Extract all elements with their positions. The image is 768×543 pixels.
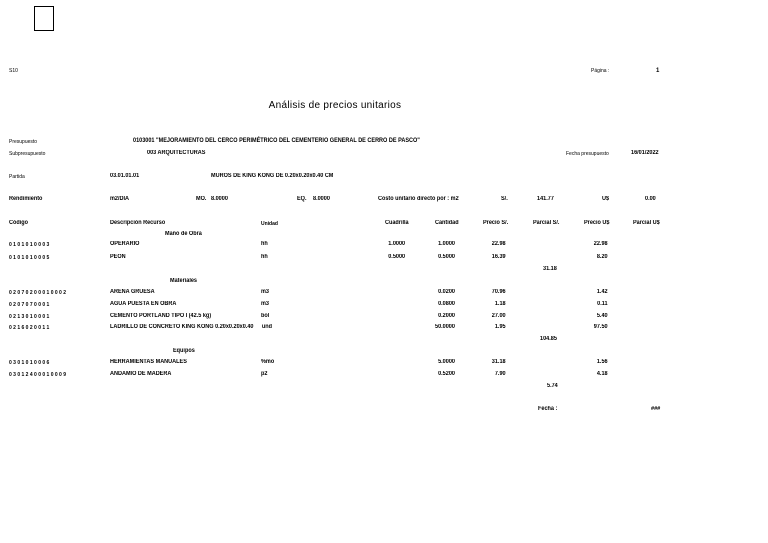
row-description: AGUA PUESTA EN OBRA <box>110 301 177 307</box>
mo-label: MO. <box>196 196 207 202</box>
row-parcial: 22.98 <box>593 241 608 247</box>
row-precio: 16.39 <box>491 254 506 260</box>
row-description: ANDAMIO DE MADERA <box>110 371 172 377</box>
section-total: 104.85 <box>540 336 557 342</box>
row-cuadrilla: 0.5000 <box>388 254 406 260</box>
row-parcial: 5.40 <box>596 313 608 319</box>
costo-label: Costo unitario directo por : m2 <box>378 196 459 202</box>
row-precio: 27.00 <box>491 313 506 319</box>
footer-fecha-value: ### <box>651 406 661 412</box>
row-description: CEMENTO PORTLAND TIPO I (42.5 kg) <box>110 313 212 319</box>
footer-fecha-label: Fecha : <box>538 406 558 412</box>
row-unit: bol <box>261 313 270 319</box>
row-cantidad: 0.2000 <box>438 313 455 319</box>
rendimiento-unit: m2/DIA <box>110 196 130 202</box>
row-cantidad: 0.0200 <box>438 289 455 295</box>
row-code: 0 1 0 1 0 1 0 0 0 5 <box>9 255 50 261</box>
row-precio: 70.96 <box>491 289 506 295</box>
row-cantidad: 50.0000 <box>434 324 455 330</box>
page-title: Análisis de precios unitarios <box>268 100 402 111</box>
section-total: 5.74 <box>547 383 558 389</box>
row-parcial: 8.20 <box>596 254 608 260</box>
row-cantidad: 0.0800 <box>438 301 455 307</box>
row-unit: hh <box>261 241 268 247</box>
row-parcial: 97.50 <box>593 324 608 330</box>
costo-soles: 141.77 <box>537 196 554 202</box>
row-code: 0 2 0 7 0 7 0 0 0 1 <box>9 302 50 308</box>
eq-value: 8.0000 <box>313 196 330 202</box>
row-unit: hh <box>261 254 268 260</box>
dollar-symbol: U$ <box>602 196 610 202</box>
row-parcial: 1.42 <box>596 289 608 295</box>
row-parcial: 4.18 <box>596 371 608 377</box>
section-title: Equipos <box>173 348 195 354</box>
report-code: S10 <box>9 68 18 74</box>
fecha-presupuesto-label: Fecha presupuesto <box>566 151 609 157</box>
row-unit: %mo <box>261 359 275 365</box>
col-precio-dollars: Precio U$ <box>584 220 610 226</box>
col-descripcion: Descripción Recurso <box>110 220 166 226</box>
row-cantidad: 0.5000 <box>438 254 455 260</box>
section-title: Mano de Obra <box>165 231 202 237</box>
row-description: ARENA GRUESA <box>110 289 155 295</box>
partida-description: MUROS DE KING KONG DE 0.20x0.20x0.40 CM <box>211 173 334 179</box>
col-cuadrilla: Cuadrilla <box>385 220 409 226</box>
fecha-presupuesto-value: 16/01/2022 <box>631 150 659 156</box>
row-unit: m3 <box>261 289 269 295</box>
presupuesto-value: 0103001 "MEJORAMIENTO DEL CERCO PERIMÉTRICO DEL CEMENTERIO GENERAL DE CERRO DE PASCO" <box>133 138 420 144</box>
row-code: 0 2 1 3 0 1 0 0 0 1 <box>9 314 50 320</box>
row-precio: 22.98 <box>491 241 506 247</box>
row-precio: 1.18 <box>494 301 506 307</box>
row-parcial: 1.56 <box>596 359 608 365</box>
costo-dollars: 0.00 <box>645 196 656 202</box>
row-precio: 31.18 <box>491 359 506 365</box>
row-code: 0 2 1 6 0 2 0 0 1 1 <box>9 325 50 331</box>
row-unit: und <box>261 324 273 330</box>
col-parcial-dollars: Parcial U$ <box>633 220 660 226</box>
col-codigo: Código <box>9 220 29 226</box>
row-precio: 7.90 <box>494 371 506 377</box>
col-unidad: Unidad <box>261 221 278 227</box>
presupuesto-label: Presupuesto <box>9 139 38 145</box>
page-label: Página : <box>591 68 610 74</box>
page-number: 1 <box>656 68 660 74</box>
col-cantidad: Cantidad <box>435 220 459 226</box>
row-unit: m3 <box>261 301 269 307</box>
soles-symbol: S/. <box>501 196 508 202</box>
row-cantidad: 5.0000 <box>438 359 455 365</box>
subpresupuesto-value: 003 ARQUITECTURAS <box>147 150 206 156</box>
corner-box <box>34 6 54 31</box>
row-cuadrilla: 1.0000 <box>388 241 406 247</box>
rendimiento-label: Rendimiento <box>9 196 43 202</box>
col-precio-soles: Precio S/. <box>483 220 509 226</box>
partida-code: 03.01.01.01 <box>110 173 140 179</box>
row-description: PEON <box>110 254 126 260</box>
subpresupuesto-label: Subpresupuesto <box>9 151 46 157</box>
row-description: HERRAMIENTAS MANUALES <box>110 359 187 365</box>
row-description: LADRILLO DE CONCRETO KING KONG 0.20x0.20x0.40 <box>110 324 254 330</box>
row-parcial: 0.11 <box>597 301 608 307</box>
section-total: 31.18 <box>543 266 557 272</box>
row-code: 0 3 0 1 0 1 0 0 0 6 <box>9 360 50 366</box>
row-code: 0 3 0 1 2 4 0 0 0 1 0 0 0 9 <box>9 372 66 378</box>
col-parcial-soles: Parcial S/. <box>533 220 560 226</box>
eq-label: EQ. <box>297 196 307 202</box>
mo-value: 8.0000 <box>211 196 228 202</box>
row-code: 0 2 0 7 0 2 0 0 0 1 0 0 0 2 <box>9 290 66 296</box>
section-title: Materiales <box>170 278 198 284</box>
row-precio: 1.95 <box>494 324 506 330</box>
row-unit: p2 <box>261 371 268 377</box>
row-cantidad: 0.5200 <box>438 371 455 377</box>
row-code: 0 1 0 1 0 1 0 0 0 3 <box>9 242 50 248</box>
row-description: OPERARIO <box>110 241 140 247</box>
row-cantidad: 1.0000 <box>438 241 455 247</box>
partida-label: Partida <box>9 174 25 180</box>
